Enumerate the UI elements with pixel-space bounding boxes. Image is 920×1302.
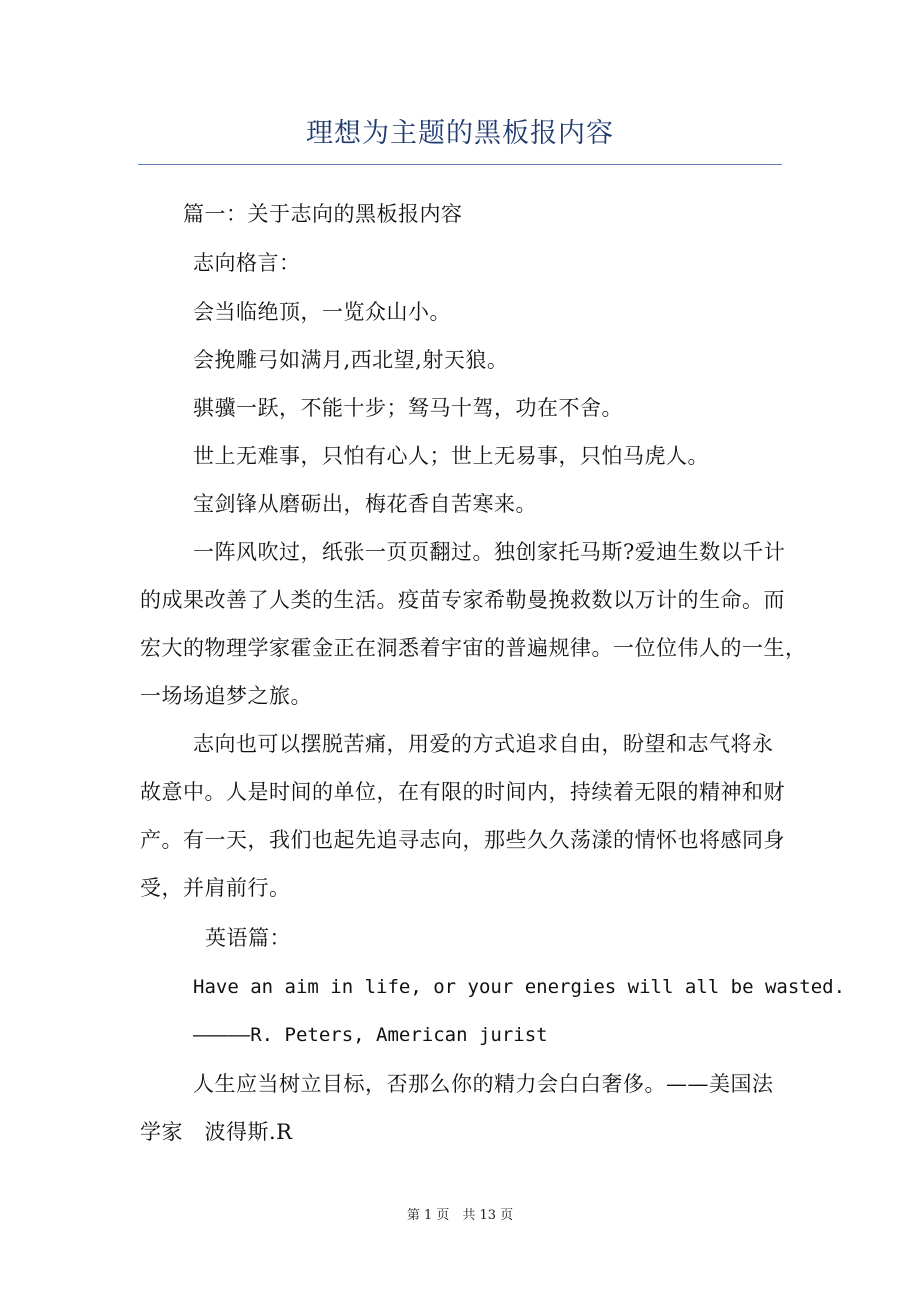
page-footer: 第 1 页 共 13 页 bbox=[406, 1208, 514, 1223]
maxim-line: 会挽雕弓如满月,西北望,射天狼。 bbox=[193, 348, 509, 372]
maxim-line: 会当临绝顶，一览众山小。 bbox=[193, 300, 451, 324]
paragraph-line: 宏大的物理学家霍金正在洞悉着宇宙的普遍规律。一位位伟人的一生， bbox=[140, 636, 807, 660]
maxim-line: 骐骥一跃，不能十步；驽马十驾，功在不舍。 bbox=[193, 396, 623, 420]
section-heading: 篇一：关于志向的黑板报内容 bbox=[183, 202, 463, 226]
paragraph-line: 故意中。人是时间的单位，在有限的时间内，持续着无限的精神和财 bbox=[140, 780, 785, 804]
english-quote: Have an aim in life, or your energies will all be wasted. bbox=[193, 976, 846, 998]
paragraph-line: 的成果改善了人类的生活。疫苗专家希勒曼挽救数以万计的生命。而 bbox=[140, 588, 785, 612]
paragraph-line: 志向也可以摆脱苦痛，用爱的方式追求自由，盼望和志气将永 bbox=[193, 732, 774, 756]
paragraph-line: 一阵风吹过，纸张一页页翻过。独创家托马斯?爱迪生数以千计 bbox=[193, 540, 786, 564]
subheading-english: 英语篇： bbox=[205, 926, 291, 950]
paragraph-line: 产。有一天，我们也起先追寻志向，那些久久荡漾的情怀也将感同身 bbox=[140, 828, 785, 852]
quote-attribution: —————R. Peters, American jurist bbox=[193, 1024, 548, 1046]
title-divider bbox=[138, 164, 782, 165]
subheading-maxims: 志向格言： bbox=[193, 251, 301, 275]
translation-line: 人生应当树立目标，否那么你的精力会白白奢侈。——美国法 bbox=[193, 1072, 774, 1096]
maxim-line: 宝剑锋从磨砺出，梅花香自苦寒来。 bbox=[193, 492, 537, 516]
translation-line: 学家 波得斯.R bbox=[140, 1120, 293, 1144]
paragraph-line: 一场场追梦之旅。 bbox=[140, 684, 312, 708]
page-title: 理想为主题的黑板报内容 bbox=[306, 118, 614, 149]
maxim-line: 世上无难事，只怕有心人；世上无易事，只怕马虎人。 bbox=[193, 444, 709, 468]
paragraph-line: 受，并肩前行。 bbox=[140, 876, 291, 900]
